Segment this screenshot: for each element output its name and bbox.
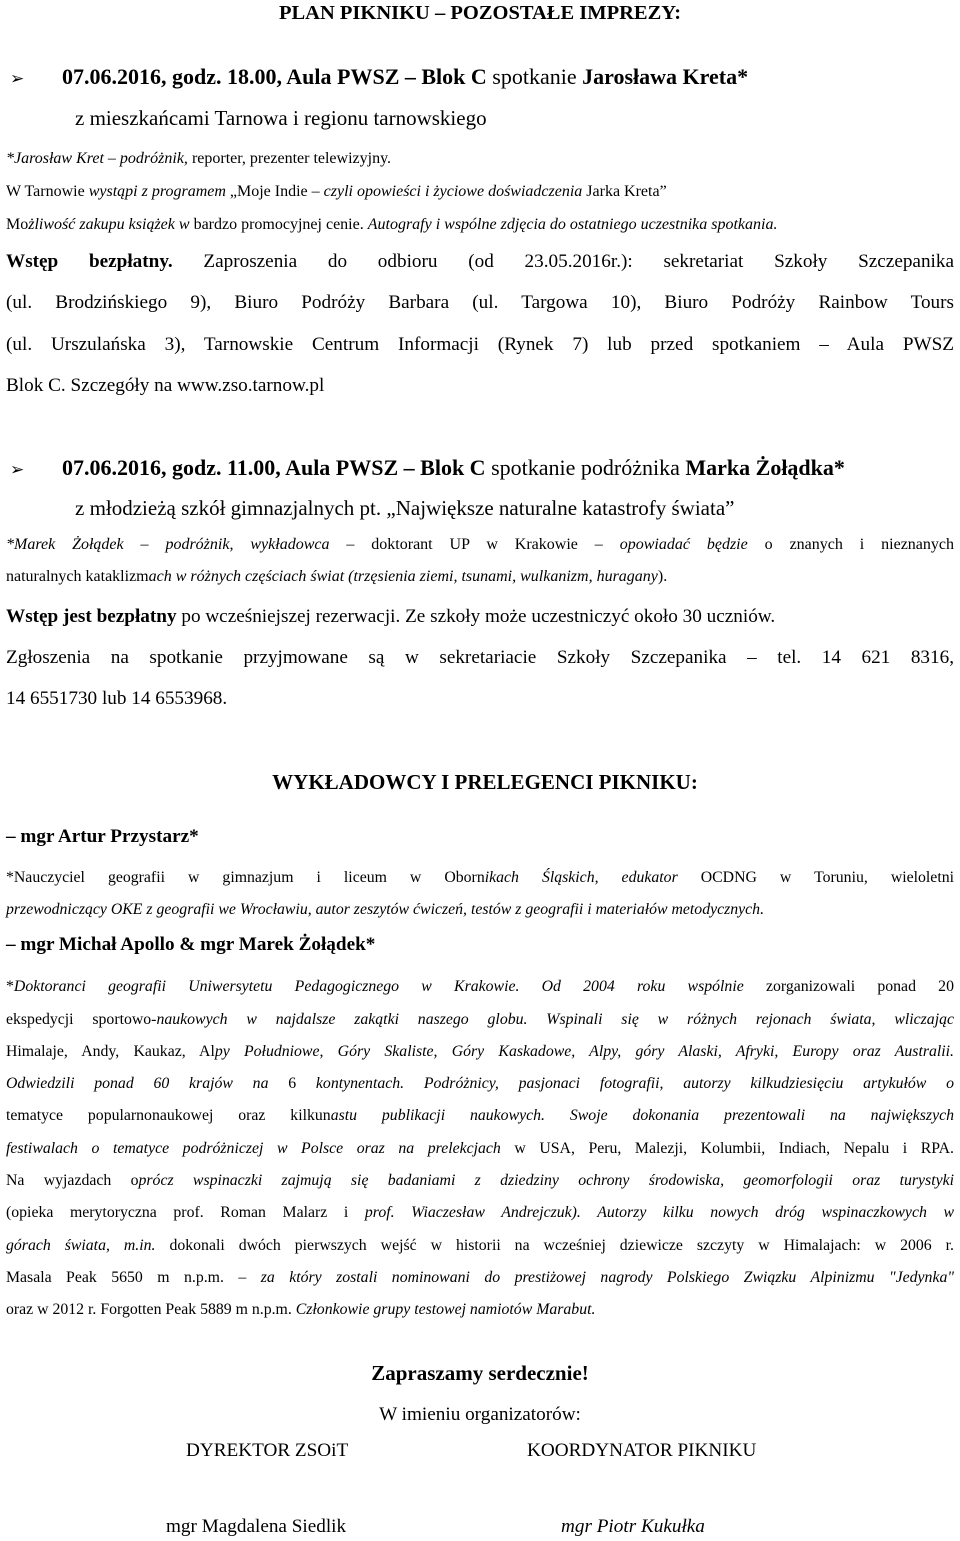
entry-free-label: Wstęp jest bezpłatny <box>6 606 177 627</box>
event2-entry-line2: Zgłoszenia na spotkanie przyjmowane są w sekretariacie Szkoły Szczepanika – tel. 14 621 8316, <box>6 647 954 668</box>
text-italic: festiwalach o tematyce podróżniczej w Polsce oraz na prelekcjach <box>6 1140 501 1157</box>
text: W Tarnowie <box>6 183 89 200</box>
text: * <box>6 978 14 995</box>
lecturer2-names: – mgr Michał Apollo & mgr Marek Żołądek* <box>6 934 376 955</box>
text-italic: Członkowie grupy testowej namiotów Marabut. <box>295 1301 596 1318</box>
event1-note-italic: *Jarosław Kret – podróżnik, <box>6 150 188 167</box>
text-italic: kontynentach. Podróżnicy, pasjonaci fotografii, autorzy kilkudziesięciu artykułów o <box>296 1075 954 1092</box>
signature-name-right: mgr Piotr Kukułka <box>561 1516 705 1537</box>
text: Masala Peak 5650 m n.p.m. – <box>6 1269 261 1286</box>
text-italic: Autografy i wspólne zdjęcia do ostatniego uczestnika spotkania. <box>367 216 778 233</box>
text-italic: ach w różnych częściach świat (trzęsienia ziemi, tsunami, wulkanizm, huragany <box>148 568 658 585</box>
text: oraz w 2012 r. Forgotten Peak 5889 m n.p.m. <box>6 1301 296 1318</box>
event1-entry-line4: Blok C. Szczegóły na www.zso.tarnow.pl <box>6 375 325 396</box>
text-italic: naukowych w najdalsze zakątki naszego globu. Wspinali się w różnych rejonach świata, wliczając <box>156 1011 954 1028</box>
text-italic: za który zostali nominowani do prestiżowej nagrody Polskiego Związku Alpinizmu "Jedynka" <box>260 1269 955 1286</box>
text-italic: *Marek Żołądek – podróżnik, wykładowca – <box>6 536 355 553</box>
lecturer2-bio-line11 <box>6 1301 954 1319</box>
event2-guest-note <box>6 536 954 554</box>
text-italic: wystąpi z programem <box>88 183 226 200</box>
lecturer2-bio-line1 <box>6 978 954 996</box>
event1-note-rest: reporter, prezenter telewizyjny. <box>187 150 392 167</box>
lecturer2-bio-line7 <box>6 1172 954 1190</box>
text: (opieka merytoryczna prof. Roman Malarz i <box>6 1204 365 1221</box>
event1-guest-name: Jarosława Kreta* <box>582 64 749 89</box>
text: Mo <box>6 216 29 233</box>
event1-guest-note <box>6 150 954 168</box>
event1-datetime-place: 07.06.2016, godz. 18.00, Aula PWSZ – Blok C <box>62 64 487 89</box>
text-italic: prof. Wiacze <box>364 1204 456 1221</box>
text: w USA, Peru, Malezji, Kolumbii, Indiach, Nepalu i RPA. <box>500 1140 954 1157</box>
lecturer2-bio-line4 <box>6 1075 954 1093</box>
text-italic: górach świata, m.in. <box>6 1237 156 1254</box>
text: *Nauczyciel geografii w gimnazjum i liceum w Oborn <box>6 869 485 886</box>
event2-entry-line1 <box>6 606 954 628</box>
text: Na wyjazdach o <box>6 1172 139 1189</box>
text: ). <box>657 568 668 585</box>
event1-meeting-text: spotkanie <box>486 64 583 89</box>
event2-meeting-text: spotkanie podróżnika <box>485 455 686 480</box>
text: Jarka Kreta” <box>582 183 667 200</box>
text-italic: py Południowe, Góry Skaliste, Góry Kaskadowe, Alpy, góry Alaski, Afryki, Europy oraz Australii. <box>214 1043 955 1060</box>
text: „Moje Indie – <box>225 183 324 200</box>
text-italic: sław Andrejczuk). Autorzy kilku nowych dróg wspinaczkowych w <box>455 1204 954 1221</box>
lecturer2-bio-line8 <box>6 1204 954 1222</box>
text-italic: czyli opowieści i życiowe doświadczenia <box>323 183 583 200</box>
text: ekspedycji sportowo- <box>6 1011 157 1028</box>
text-italic: astu publikacji naukowych. Swoje dokonania prezentowali na największych <box>330 1107 954 1124</box>
event2-guest-name: Marka Żołądka* <box>685 455 845 480</box>
text: po wcześniejszej rezerwacji. Ze szkoły może uczestniczyć około 30 uczniów. <box>176 606 776 627</box>
text-italic: Doktoranci geografii Uniwersytetu Pedagogicznego w Krakowie. Od 2004 roku wspólnie <box>13 978 744 995</box>
text: doktorant UP w Krakowie – <box>354 536 620 553</box>
text: 6 <box>288 1075 297 1092</box>
closing-invite: Zapraszamy serdecznie! <box>371 1361 589 1385</box>
text: bardzo promocyjnej cenie. <box>189 216 368 233</box>
text-italic: ikach Śląskich, edukator <box>484 869 678 886</box>
lecturer2-bio-line6 <box>6 1140 954 1158</box>
event2-audience: z młodzieżą szkół gimnazjalnych pt. „Największe naturalne katastrofy świata” <box>75 496 735 520</box>
event1-audience: z mieszkańcami Tarnowa i regionu tarnowskiego <box>75 106 487 130</box>
signature-name-left: mgr Magdalena Siedlik <box>166 1516 347 1537</box>
arrow-bullet-icon: ➢ <box>10 69 25 89</box>
event1-entry-line2: (ul. Brodzińskiego 9), Biuro Podróży Barbara (ul. Targowa 10), Biuro Podróży Rainbow Tours <box>6 292 954 313</box>
lecturer1-name: – mgr Artur Przystarz* <box>6 826 199 847</box>
lecturers-heading: WYKŁADOWCY I PRELEGENCI PIKNIKU: <box>272 770 698 794</box>
event2-heading <box>10 455 954 481</box>
text: o znanych i nieznanych <box>747 536 954 553</box>
lecturer1-bio-line2 <box>6 901 954 919</box>
signature-role-left: DYREKTOR ZSOiT <box>186 1440 349 1461</box>
text-italic: żliwość zakupu książek w <box>28 216 190 233</box>
event1-program-note <box>6 183 954 201</box>
lecturer2-bio-line2 <box>6 1011 954 1029</box>
text: dokonali dwóch pierwszych wejść w historii na wcześniej dziewicze szczyty w Himalajach: w 2006 r. <box>155 1237 955 1254</box>
event2-topic-note <box>6 568 954 586</box>
event1-entry-line3: (ul. Urszulańska 3), Tarnowskie Centrum Informacji (Rynek 7) lub przed spotkaniem – Aula PWSZ <box>6 334 954 355</box>
closing-on-behalf: W imieniu organizatorów: <box>379 1404 581 1425</box>
arrow-bullet-icon: ➢ <box>10 460 25 480</box>
event1-books-note <box>6 216 954 234</box>
text-italic: przewodniczący OKE z geografii we Wrocławiu, autor zeszytów ćwiczeń, testów z geografii i materiałów metodycznych. <box>6 901 765 918</box>
lecturer1-bio-line1 <box>6 869 954 887</box>
text: naturalnych kataklizm <box>6 568 149 585</box>
text: Himalaje, Andy, Kaukaz, Al <box>6 1043 215 1060</box>
text: zorganizowali ponad 20 <box>743 978 954 995</box>
text-italic: prócz wspinaczki zajmują się badaniami z dziedziny ochrony środowiska, geomorfologii oraz turystyki <box>138 1172 954 1189</box>
event2-entry-line3: 14 6551730 lub 14 6553968. <box>6 688 228 709</box>
event2-datetime-place: 07.06.2016, godz. 11.00, Aula PWSZ – Blok C <box>62 455 486 480</box>
lecturer2-bio-line10 <box>6 1269 954 1287</box>
lecturer2-bio-line9 <box>6 1237 954 1255</box>
text: OCDNG w Toruniu, wieloletni <box>677 869 954 886</box>
page-title: PLAN PIKNIKU – POZOSTAŁE IMPREZY: <box>278 2 682 24</box>
text-italic: Odwiedzili ponad 60 krajów na <box>6 1075 289 1092</box>
event1-heading <box>10 64 954 90</box>
signature-role-right: KOORDYNATOR PIKNIKU <box>527 1440 757 1461</box>
entry-free-label: Wstęp bezpłatny. <box>6 251 173 272</box>
lecturer2-bio-line3 <box>6 1043 954 1061</box>
text: Zaproszenia do odbioru (od 23.05.2016r.): sekretariat Szkoły Szczepanika <box>172 251 954 272</box>
lecturer2-bio-line5 <box>6 1107 954 1125</box>
text-italic: opowiadać będzie <box>619 536 748 553</box>
text: tematyce popularnonaukowej oraz kilkun <box>6 1107 331 1124</box>
event1-entry-line1 <box>6 251 954 273</box>
